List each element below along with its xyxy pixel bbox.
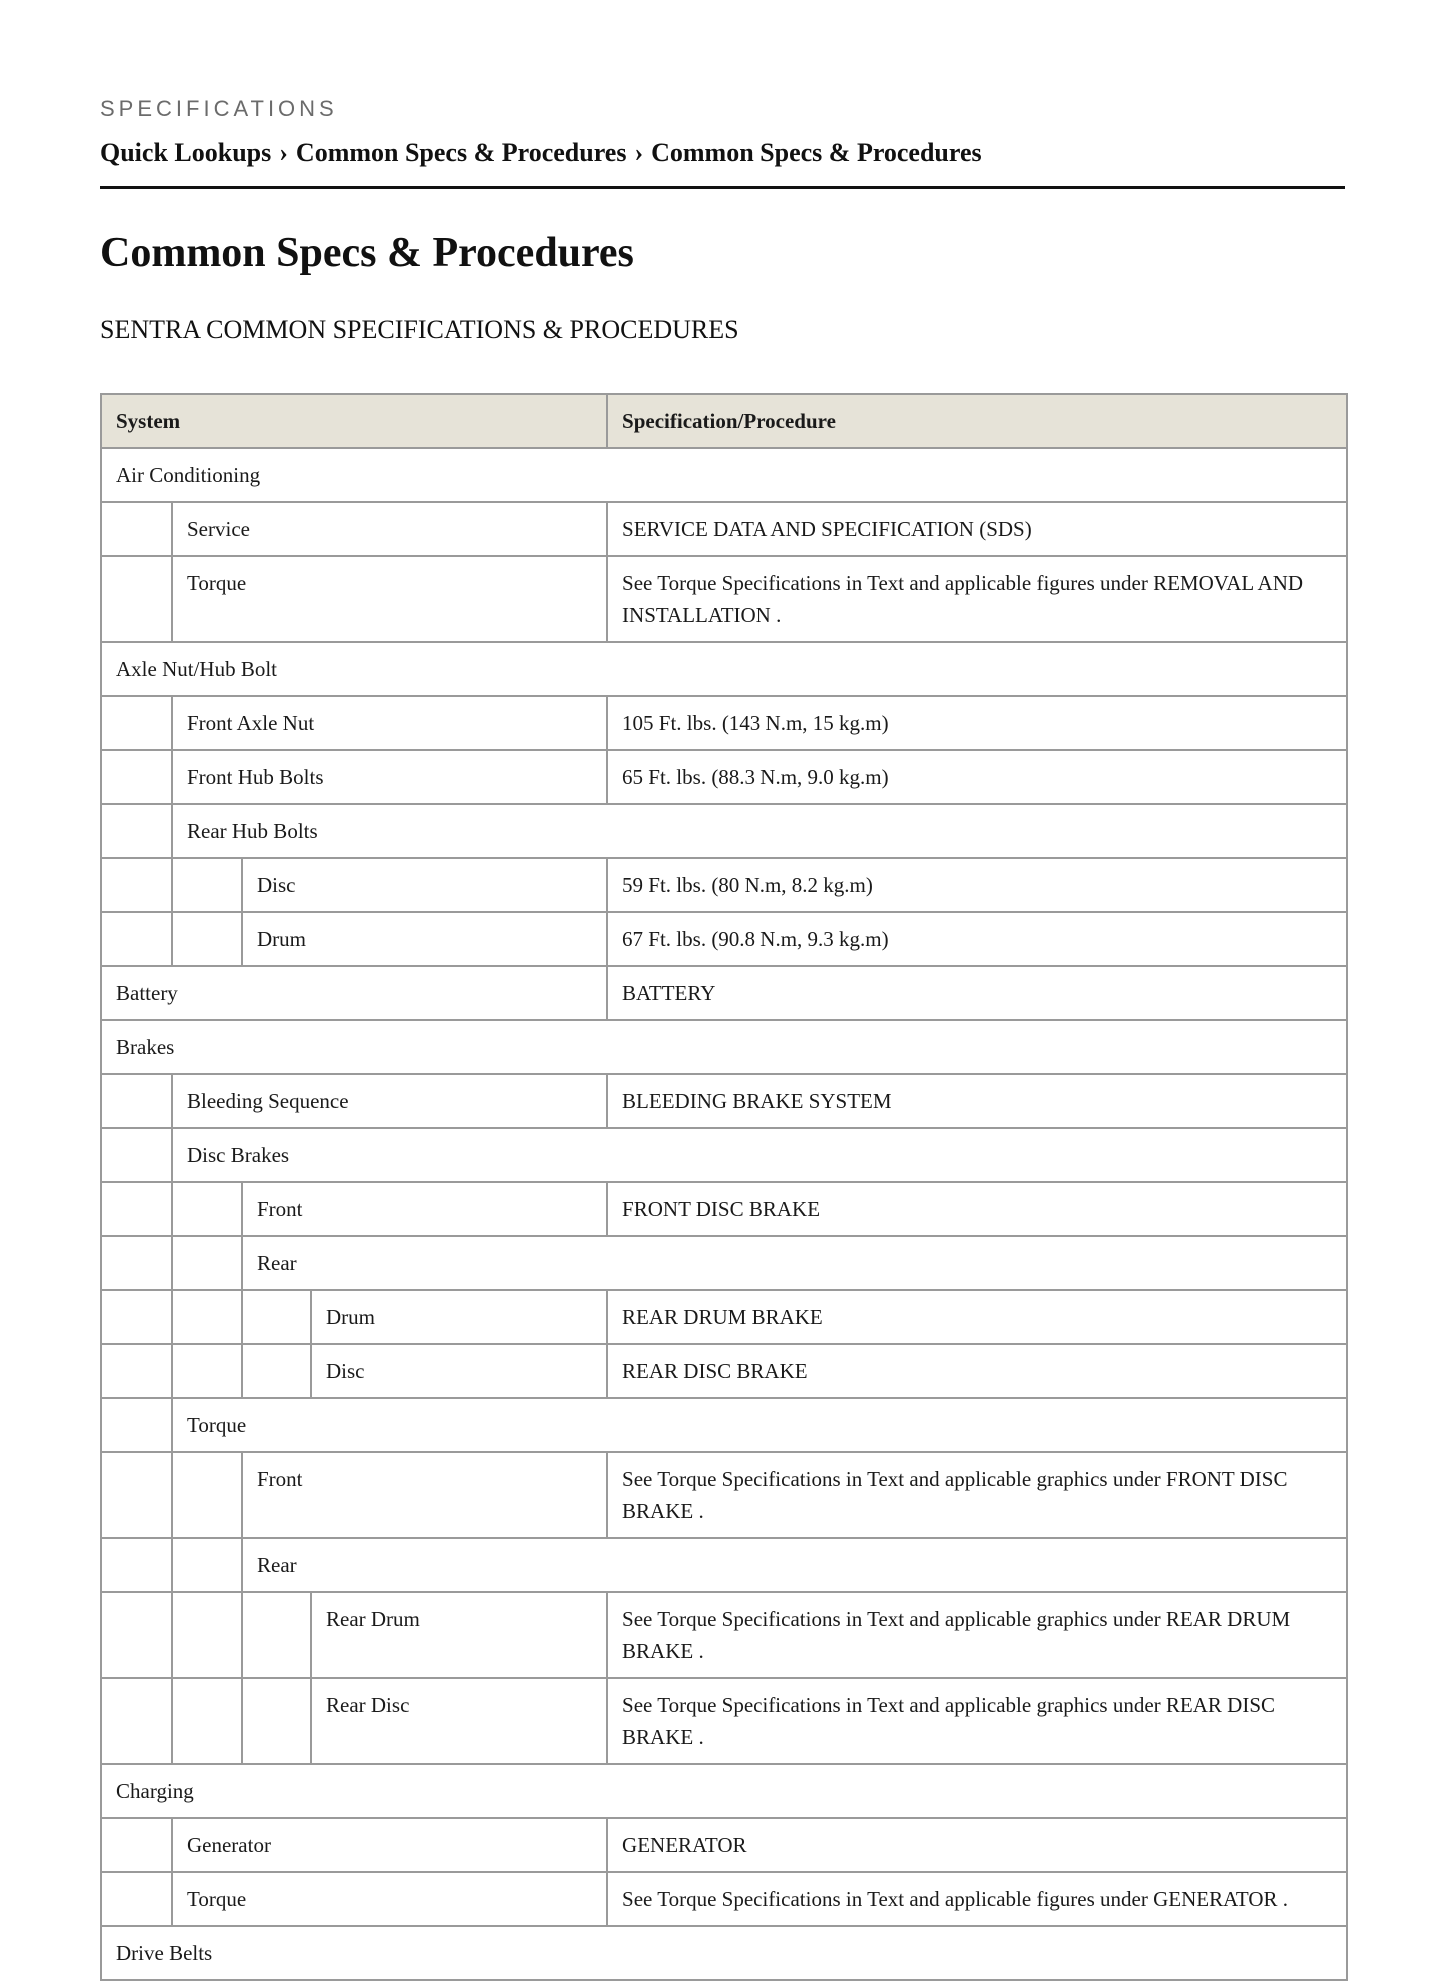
indent-cell: [242, 1592, 311, 1678]
table-row: [101, 912, 1347, 966]
indent-cell: [101, 1678, 172, 1764]
indent-cell: [172, 1538, 242, 1592]
indent-cell: [242, 1678, 311, 1764]
table-row: [101, 1344, 1347, 1398]
system-cell: Axle Nut/Hub Bolt: [101, 642, 1347, 696]
breadcrumb: [100, 138, 1345, 189]
table-row: [101, 1074, 1347, 1128]
indent-cell: [172, 1452, 242, 1538]
table-row: [101, 1678, 1347, 1764]
system-cell: Torque: [172, 1872, 607, 1926]
table-row: [101, 448, 1347, 502]
table-row: [101, 1398, 1347, 1452]
indent-cell: [101, 750, 172, 804]
system-cell: Front Hub Bolts: [172, 750, 607, 804]
indent-cell: [101, 1074, 172, 1128]
indent-cell: [101, 1290, 172, 1344]
table-row: [101, 1872, 1347, 1926]
system-cell: Generator: [172, 1818, 607, 1872]
system-cell: Rear Disc: [311, 1678, 607, 1764]
indent-cell: [101, 1592, 172, 1678]
table-row: [101, 804, 1347, 858]
table-row: [101, 1592, 1347, 1678]
system-cell: Rear Hub Bolts: [172, 804, 1347, 858]
spec-cell: FRONT DISC BRAKE: [607, 1182, 1347, 1236]
system-cell: Air Conditioning: [101, 448, 1347, 502]
system-cell: Drum: [311, 1290, 607, 1344]
system-cell: Front Axle Nut: [172, 696, 607, 750]
table-row: [101, 966, 1347, 1020]
spec-cell: REAR DISC BRAKE: [607, 1344, 1347, 1398]
spec-cell: 59 Ft. lbs. (80 N.m, 8.2 kg.m): [607, 858, 1347, 912]
indent-cell: [101, 858, 172, 912]
table-row: [101, 556, 1347, 642]
spec-cell: 105 Ft. lbs. (143 N.m, 15 kg.m): [607, 696, 1347, 750]
column-header-system: System: [101, 394, 607, 448]
spec-cell: SERVICE DATA AND SPECIFICATION (SDS): [607, 502, 1347, 556]
indent-cell: [101, 1344, 172, 1398]
system-cell: Front: [242, 1452, 607, 1538]
system-cell: Disc Brakes: [172, 1128, 1347, 1182]
breadcrumb-separator: ›: [279, 138, 288, 167]
table-row: [101, 502, 1347, 556]
spec-cell: See Torque Specifications in Text and applicable figures under REMOVAL AND INSTALLATION .: [607, 556, 1347, 642]
spec-cell: GENERATOR: [607, 1818, 1347, 1872]
system-cell: Charging: [101, 1764, 1347, 1818]
table-row: [101, 1538, 1347, 1592]
table-row: [101, 1182, 1347, 1236]
system-cell: Front: [242, 1182, 607, 1236]
indent-cell: [101, 1818, 172, 1872]
system-cell: Disc: [311, 1344, 607, 1398]
table-body: [101, 448, 1347, 1980]
section-label: SPECIFICATIONS: [100, 96, 338, 121]
indent-cell: [101, 804, 172, 858]
page-subtitle: SENTRA COMMON SPECIFICATIONS & PROCEDURES: [100, 315, 739, 344]
table-row: [101, 1236, 1347, 1290]
spec-cell: See Torque Specifications in Text and applicable graphics under REAR DRUM BRAKE .: [607, 1592, 1347, 1678]
indent-cell: [172, 858, 242, 912]
indent-cell: [101, 556, 172, 642]
indent-cell: [101, 1538, 172, 1592]
indent-cell: [172, 1236, 242, 1290]
system-cell: Disc: [242, 858, 607, 912]
indent-cell: [101, 1236, 172, 1290]
breadcrumb-item-current: Common Specs & Procedures: [651, 138, 982, 167]
system-cell: Torque: [172, 1398, 1347, 1452]
system-cell: Brakes: [101, 1020, 1347, 1074]
spec-cell: See Torque Specifications in Text and applicable graphics under FRONT DISC BRAKE .: [607, 1452, 1347, 1538]
table-row: [101, 1452, 1347, 1538]
table-row: [101, 1020, 1347, 1074]
indent-cell: [172, 912, 242, 966]
indent-cell: [101, 1872, 172, 1926]
table-row: [101, 1818, 1347, 1872]
column-header-spec: Specification/Procedure: [607, 394, 1347, 448]
specifications-table: [100, 393, 1348, 1981]
indent-cell: [172, 1290, 242, 1344]
indent-cell: [101, 912, 172, 966]
indent-cell: [101, 696, 172, 750]
table-row: [101, 1764, 1347, 1818]
indent-cell: [101, 502, 172, 556]
indent-cell: [172, 1678, 242, 1764]
spec-cell: See Torque Specifications in Text and applicable graphics under REAR DISC BRAKE .: [607, 1678, 1347, 1764]
spec-cell: REAR DRUM BRAKE: [607, 1290, 1347, 1344]
indent-cell: [172, 1592, 242, 1678]
table-row: [101, 696, 1347, 750]
table-row: [101, 858, 1347, 912]
spec-cell: BLEEDING BRAKE SYSTEM: [607, 1074, 1347, 1128]
system-cell: Bleeding Sequence: [172, 1074, 607, 1128]
table-header-row: [101, 394, 1347, 448]
system-cell: Service: [172, 502, 607, 556]
system-cell: Torque: [172, 556, 607, 642]
table-row: [101, 1926, 1347, 1980]
indent-cell: [172, 1344, 242, 1398]
system-cell: Drive Belts: [101, 1926, 1347, 1980]
indent-cell: [101, 1398, 172, 1452]
breadcrumb-item-common-specs[interactable]: Common Specs & Procedures: [295, 138, 627, 167]
indent-cell: [242, 1290, 311, 1344]
indent-cell: [172, 1182, 242, 1236]
indent-cell: [101, 1452, 172, 1538]
indent-cell: [101, 1128, 172, 1182]
breadcrumb-separator: ›: [634, 138, 644, 167]
system-cell: Rear Drum: [311, 1592, 607, 1678]
spec-cell: 65 Ft. lbs. (88.3 N.m, 9.0 kg.m): [607, 750, 1347, 804]
page-title: Common Specs & Procedures: [100, 230, 634, 276]
system-cell: Rear: [242, 1236, 1347, 1290]
spec-cell: BATTERY: [607, 966, 1347, 1020]
system-cell: Battery: [101, 966, 607, 1020]
breadcrumb-item-quick-lookups[interactable]: Quick Lookups: [100, 138, 272, 167]
spec-cell: 67 Ft. lbs. (90.8 N.m, 9.3 kg.m): [607, 912, 1347, 966]
table-row: [101, 642, 1347, 696]
spec-cell: See Torque Specifications in Text and applicable figures under GENERATOR .: [607, 1872, 1347, 1926]
system-cell: Rear: [242, 1538, 1347, 1592]
table-row: [101, 1290, 1347, 1344]
indent-cell: [242, 1344, 311, 1398]
table-row: [101, 1128, 1347, 1182]
indent-cell: [101, 1182, 172, 1236]
table-row: [101, 750, 1347, 804]
system-cell: Drum: [242, 912, 607, 966]
